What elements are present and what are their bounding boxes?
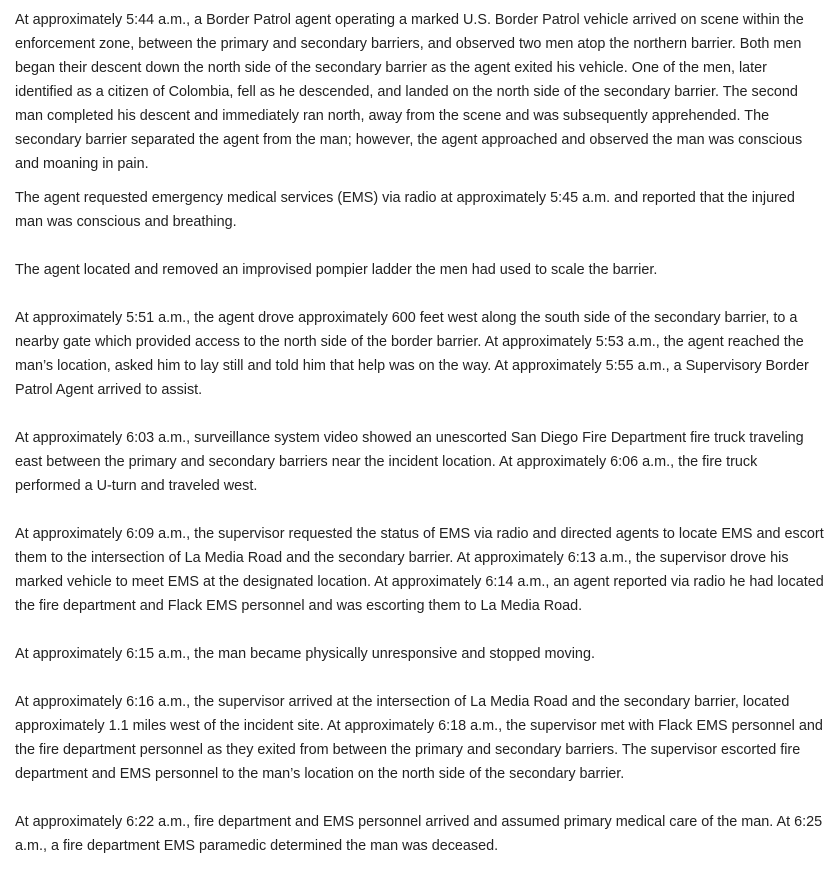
paragraph-1: At approximately 5:44 a.m., a Border Patrol agent operating a marked U.S. Border Patrol vehicle arrived on scene within the enforcement zone, between the primary and secondary barriers, and observed two men atop the northern barrier. Both men began their descent down the north side of the secondary barrier as the agent exited his vehicle. One of the men, later identified as a citizen of Colombia, fell as he descended, and landed on the north side of the secondary barrier. The second man completed his descent and immediately ran north, away from the scene and was subsequently apprehended. The secondary barrier separated the agent from the man; however, the agent approached and observed the man was conscious and moaning in pain.	[15, 12, 804, 172]
paragraph-4: At approximately 5:51 a.m., the agent drove approximately 600 feet west along the south side of the secondary barrier, to a nearby gate which provided access to the north side of the border barrier. At approximately 5:53 a.m., the agent reached the man’s location, asked him to lay still and told him that help was on the way. At approximately 5:55 a.m., a Supervisory Border Patrol Agent arrived to assist.	[15, 310, 809, 398]
paragraph-3: The agent located and removed an improvised pompier ladder the men had used to scale the barrier.	[15, 262, 658, 278]
paragraph-5: At approximately 6:03 a.m., surveillance system video showed an unescorted San Diego Fire Department fire truck traveling east between the primary and secondary barriers near the incident location. At approximately 6:06 a.m., the fire truck performed a U-turn and traveled west.	[15, 430, 804, 494]
paragraph-2: The agent requested emergency medical services (EMS) via radio at approximately 5:45 a.m. and reported that the injured man was conscious and breathing.	[15, 190, 795, 230]
paragraph-7: At approximately 6:15 a.m., the man became physically unresponsive and stopped moving.	[15, 646, 595, 662]
paragraph-9: At approximately 6:22 a.m., fire department and EMS personnel arrived and assumed primary medical care of the man. At 6:25 a.m., a fire department EMS paramedic determined the man was deceased.	[15, 814, 823, 854]
paragraph-6: At approximately 6:09 a.m., the supervisor requested the status of EMS via radio and directed agents to locate EMS and escort them to the intersection of La Media Road and the secondary barrier. At approximately 6:13 a.m., the supervisor drove his marked vehicle to meet EMS at the designated location. At approximately 6:14 a.m., an agent reported via radio he had located the fire department and Flack EMS personnel and was escorting them to La Media Road.	[15, 526, 824, 614]
paragraph-8: At approximately 6:16 a.m., the supervisor arrived at the intersection of La Media Road and the secondary barrier, located approximately 1.1 miles west of the incident site. At approximately 6:18 a.m., the supervisor met with Flack EMS personnel and the fire department personnel as they exited from between the primary and secondary barriers. The supervisor escorted fire department and EMS personnel to the man’s location on the north side of the secondary barrier.	[15, 694, 823, 782]
